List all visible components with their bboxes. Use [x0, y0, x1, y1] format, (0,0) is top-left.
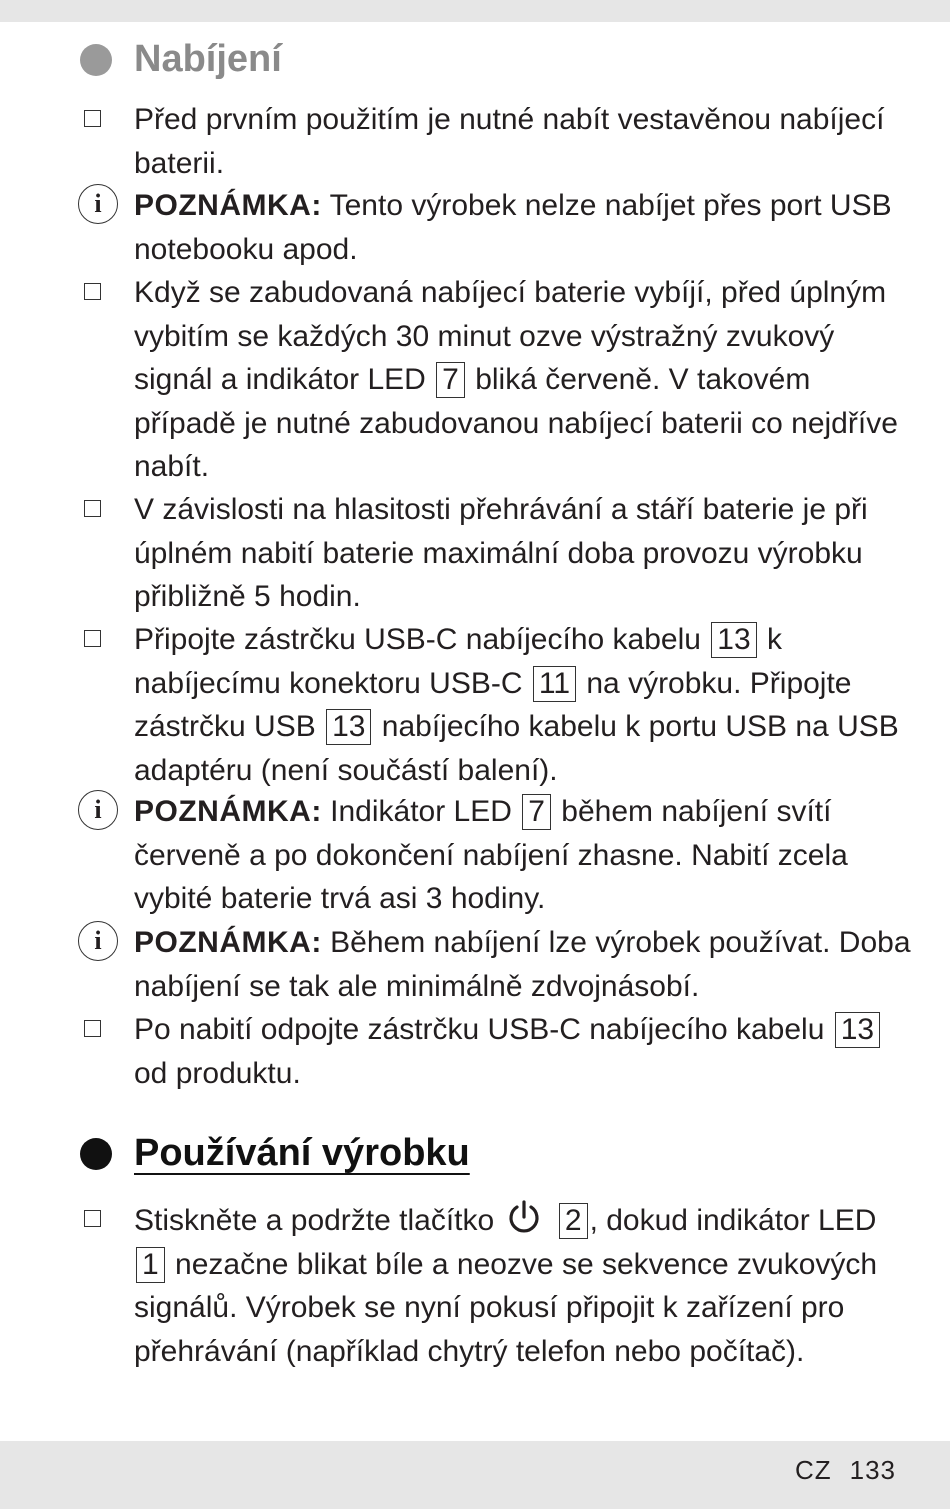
note-text: Tento výrobek nelze nabíjet přes port USB notebooku apod. [134, 189, 892, 266]
info-icon: i [78, 790, 118, 830]
step-text: Po nabití odpojte zástrčku USB-C nabíjecího kabelu [134, 1013, 825, 1046]
step-item [134, 488, 914, 619]
note-text: Během nabíjení lze výrobek používat. Doba nabíjení se tak ale minimálně zdvojnásobí. [134, 926, 911, 1003]
step-checkbox-icon [84, 1020, 101, 1037]
note-label: POZNÁMKA: [134, 795, 322, 828]
section-bullet-icon [80, 44, 112, 76]
note-label: POZNÁMKA: [134, 189, 322, 222]
step-item [134, 1008, 914, 1095]
step-checkbox-icon [84, 630, 101, 647]
step-checkbox-icon [84, 110, 101, 127]
part-reference: 13 [326, 709, 371, 745]
language-code: CZ [794, 1455, 832, 1485]
page-footer [795, 1455, 896, 1486]
part-reference: 7 [522, 794, 551, 830]
step-text: od produktu. [134, 1056, 301, 1090]
step-text: bliká červeně. V takovém případě je nutné zabudovanou nabíjecí baterii co nejdříve nabít. [134, 363, 898, 483]
step-text: V závislosti na hlasitosti přehrávání a stáří baterie je při úplném nabití baterie maximální doba provozu výrobku přibližně 5 hodin. [134, 493, 868, 613]
step-text: Před prvním použitím je nutné nabít vestavěnou nabíjecí baterii. [134, 103, 885, 180]
step-item [134, 618, 914, 792]
info-icon: i [78, 184, 118, 224]
step-text: , dokud indikátor LED [589, 1204, 877, 1237]
power-icon [505, 1198, 543, 1236]
step-text: Když se zabudovaná nabíjecí baterie vybíjí, před úplným vybitím se každých 30 minut ozve výstražný zvukový signál a indikátor LED [134, 276, 887, 396]
part-reference: 13 [711, 622, 756, 658]
page-number: 133 [849, 1455, 896, 1485]
step-item [134, 1198, 914, 1373]
note-item [94, 790, 914, 921]
part-reference: 13 [835, 1012, 880, 1048]
step-text: Stiskněte a podržte tlačítko [134, 1204, 495, 1237]
note-label: POZNÁMKA: [134, 926, 322, 959]
part-reference: 2 [559, 1203, 588, 1239]
note-text: Indikátor LED [330, 795, 512, 828]
top-band [0, 0, 950, 22]
note-item [94, 921, 914, 1008]
step-checkbox-icon [84, 500, 101, 517]
part-reference: 11 [533, 666, 576, 702]
step-text: na výrobku. Připojte zástrčku USB [134, 666, 852, 743]
step-text: Připojte zástrčku USB-C nabíjecího kabelu [134, 623, 701, 656]
step-text: k nabíjecímu konektoru USB-C [134, 623, 783, 700]
section-title: Používání výrobku [134, 1132, 470, 1174]
note-item [94, 184, 914, 271]
step-text: nezačne blikat bíle a neozve se sekvence zvukových signálů. Výrobek se nyní pokusí připojit k zařízení pro přehrávání (například chytrý telefon nebo počítač). [134, 1247, 878, 1368]
part-reference: 1 [136, 1247, 165, 1283]
step-item [134, 271, 914, 489]
note-text: během nabíjení svítí červeně a po dokončení nabíjení zhasne. Nabití zcela vybité baterie trvá asi 3 hodiny. [134, 795, 848, 915]
step-checkbox-icon [84, 283, 101, 300]
info-icon: i [78, 921, 118, 961]
step-checkbox-icon [84, 1210, 101, 1227]
section-heading-charging [80, 38, 282, 81]
part-reference: 7 [436, 362, 465, 398]
section-bullet-icon [80, 1138, 112, 1170]
step-text: nabíjecího kabelu k portu USB na USB adaptéru (není součástí balení). [134, 710, 899, 787]
step-item [134, 98, 914, 185]
section-title: Nabíjení [134, 38, 282, 80]
section-heading-usage [80, 1132, 470, 1175]
